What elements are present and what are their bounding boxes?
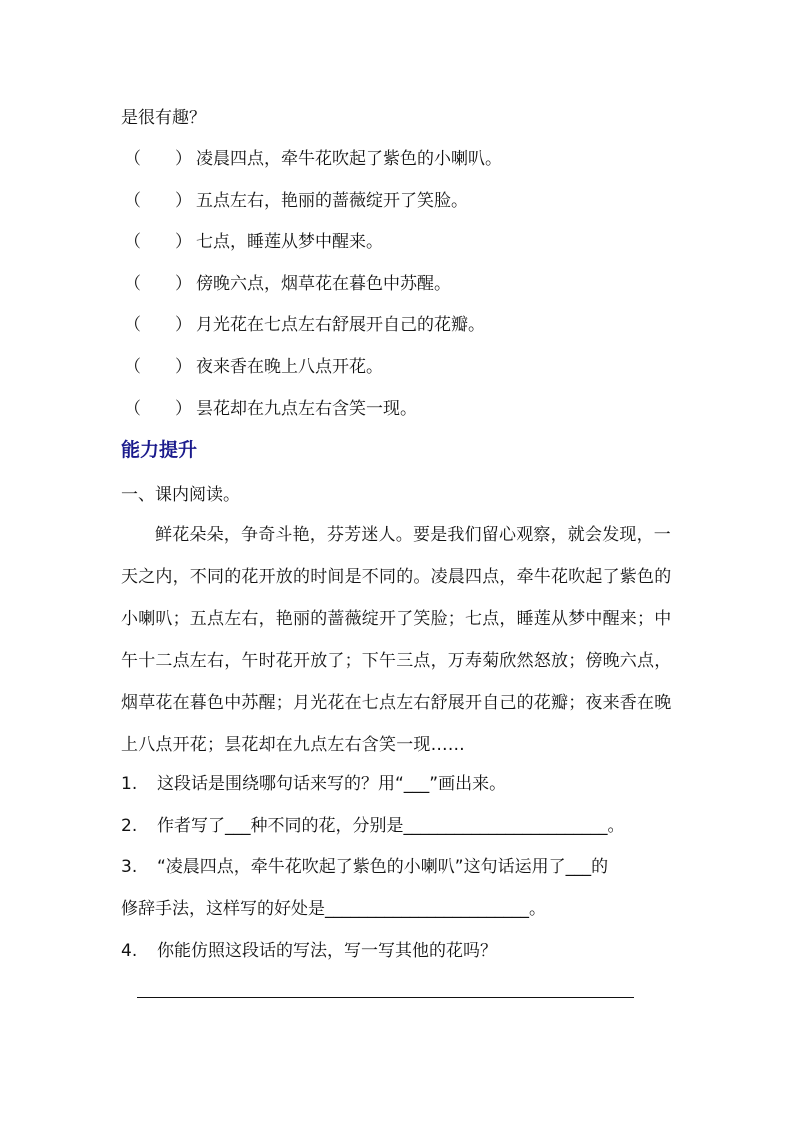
section-heading: 能力提升 (121, 439, 198, 461)
answer-paren[interactable]: （ ） (124, 315, 192, 335)
question-text: 作者写了___种不同的花，分别是________________________。 (157, 816, 625, 836)
question-3-continued (121, 898, 546, 920)
intro-tail: 是很有趣？ (121, 108, 206, 128)
question-number: 3. (121, 857, 138, 877)
question-text: 这段话是围绕哪句话来写的？用“___”画出来。 (157, 774, 507, 794)
order-item (124, 273, 451, 295)
order-item-text: 七点，睡莲从梦中醒来。 (196, 232, 383, 252)
answer-paren[interactable]: （ ） (124, 399, 192, 419)
order-item (124, 398, 417, 420)
order-item-text: 凌晨四点，牵牛花吹起了紫色的小喇叭。 (196, 149, 502, 169)
order-item (124, 148, 502, 170)
order-item (124, 231, 383, 253)
question-text: “凌晨四点，牵牛花吹起了紫色的小喇叭”这句话运用了___的 (157, 857, 609, 877)
question-number: 2. (121, 816, 138, 836)
order-item (124, 356, 383, 378)
order-item-text: 夜来香在晚上八点开花。 (196, 357, 383, 377)
reading-passage: 鲜花朵朵，争奇斗艳，芬芳迷人。要是我们留心观察，就会发现，一天之内，不同的花开放的时间是不同的。凌晨四点，牵牛花吹起了紫色的小喇叭；五点左右，艳丽的蔷薇绽开了笑脸；七点，睡莲从梦中醒来；中午十二点左右，午时花开放了；下午三点，万寿菊欣然怒放；傍晚六点，烟草花在暮色中苏醒；月光花在七点左右舒展开自己的花瓣；夜来香在晚上八点开花；昙花却在九点左右含笑一现…… (121, 525, 672, 755)
writing-answer-line[interactable] (137, 997, 634, 998)
question-2 (121, 815, 625, 837)
question-1 (121, 773, 506, 795)
answer-paren[interactable]: （ ） (124, 149, 192, 169)
answer-paren[interactable]: （ ） (124, 274, 192, 294)
order-item-text: 傍晚六点，烟草花在暮色中苏醒。 (196, 274, 451, 294)
subsection-title: 一、课内阅读。 (121, 485, 240, 505)
question-number: 4. (121, 941, 138, 961)
answer-paren[interactable]: （ ） (124, 191, 192, 211)
answer-paren[interactable]: （ ） (124, 232, 192, 252)
order-item-text: 月光花在七点左右舒展开自己的花瓣。 (196, 315, 485, 335)
order-item (124, 190, 468, 212)
question-3 (121, 856, 608, 878)
question-text: 修辞手法，这样写的好处是________________________。 (121, 899, 546, 919)
order-item-text: 五点左右，艳丽的蔷薇绽开了笑脸。 (196, 191, 468, 211)
answer-paren[interactable]: （ ） (124, 357, 192, 377)
order-item-text: 昙花却在九点左右含笑一现。 (196, 399, 417, 419)
question-number: 1. (121, 774, 138, 794)
question-text: 你能仿照这段话的写法，写一写其他的花吗？ (157, 941, 497, 961)
question-4 (121, 940, 497, 962)
order-item (124, 314, 485, 336)
